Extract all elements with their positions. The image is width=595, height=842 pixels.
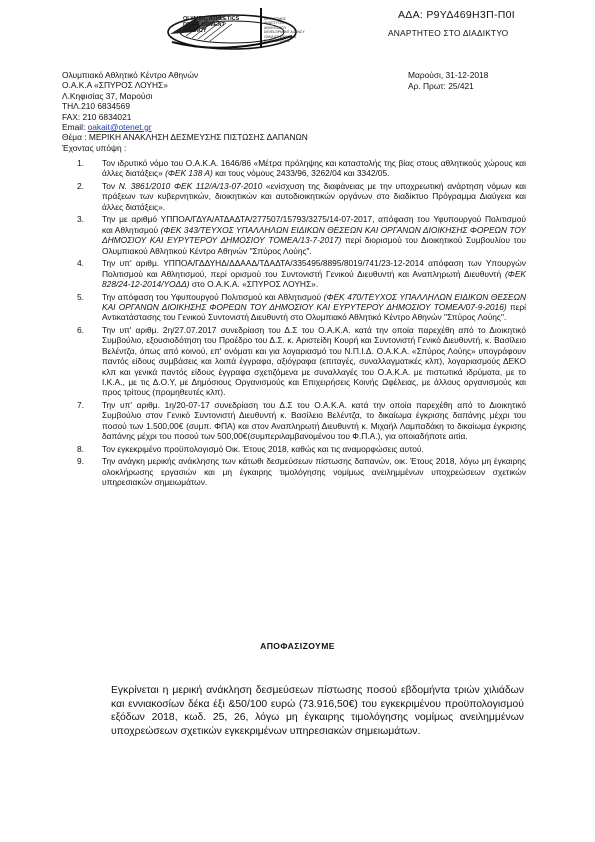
list-item-number: 3. [77, 214, 84, 225]
logo-small-line: OAKA ATHENS 2004 [264, 34, 296, 39]
ada-code: ΑΔΑ: Ρ9ΥΔ469Η3Π-Π0Ι [398, 9, 515, 21]
list-item-text: Τον ιδρυτικό νόμο του Ο.Α.Κ.Α. 1646/86 «Μέτρα πρόληψης και καταστολής της βίας στους αθλητικούς χώρους και άλλες διατάξεις» [102, 158, 526, 179]
list-item-text: (ΦΕΚ 470/ΤΕΥΧΟΣ ΥΠΑΛΛΗΛΩΝ ΕΙΔΙΚΩΝ ΘΕΣΕΩΝ ΚΑΙ ΟΡΓΑΝΩΝ ΔΙΟΙΚΗΣΗΣ ΦΟΡΕΩΝ ΤΟΥ ΔΗΜΟΣΙΟΥ ΚΑΙ ΕΥΡΥΤΕΡΟΥ ΔΗΜΟΣΙΟΥ ΤΟΜΕΑ/07-9-2016) [102, 291, 526, 313]
protocol-number: Αρ. Πρωτ: 25/421 [408, 81, 474, 91]
document-date: Μαρούσι, 31-12-2018 [408, 70, 489, 80]
list-item [62, 258, 526, 289]
logo-small-line: ΟΡΓΑΝΙΣΜΟΣ [264, 17, 286, 21]
list-item [62, 456, 526, 487]
decision-heading: ΑΠΟΦΑΣΙΖΟΥΜΕ [260, 641, 335, 651]
decision-text: Εγκρίνεται η μερική ανάκληση δεσμεύσεων πίστωσης ποσού εβδομήντα τριών χιλιάδων και εννιακοσίων δέκα έξι &50/100 ευρώ (73.916,50€) του εγκεκριμένου προϋπολογισμού εξόδων 2018, κωδ. 25, 26, λόγω μη έγκαιρης τιμολόγησης νομίμως ανειλημμένων υποχρεώσεων σχετικών εγκεκριμένων υπηρεσιακών σημειωμάτων. [111, 685, 524, 737]
list-item-text: Την υπ' αριθμ. 2η/27.07.2017 συνεδρίαση του Δ.Σ του Ο.Α.Κ.Α. κατά την οποία παρεχέθη από το Διοικητικό Συμβούλιο, εξουσιοδότηση του Προέδρο του Δ.Σ. κ. Αριστείδη Κουρή και Συντονιστή Γενικό Διευθυντή, κ. Βασίλειο Βελέντζα, όπως από κοινού, επ' ονόματι και για λογαριασμό του Ν.Π.Ι.Δ. Ο.Α.Κ.Α. «Σπύρος Λούης» υπογράφουν παντός είδους συμβάσεις και λοιπά έγγραφα, αξιόγραφα (επιταγές, συναλλαγματικές κλπ), λογαριασμούς ΔΕΚΟ κλπ και γενικά παντός είδους έγγραφα σχετιζόμενα με συναλλαγές του Ο.Α.Κ.Α. με πιστωτικά ιδρύματα, με το Ι.Κ.Α., με τις Δ.Ο.Υ, με Δημόσιους Οργανισμούς και Επιχειρήσεις Κοινής Ωφέλειας, με άλλους οργανισμούς και προς τρίτους (προμηθευτές κλπ). [102, 325, 526, 398]
logo-small-line: ΣΠΥΡΟΣ ΛΟΥΗΣ [264, 39, 291, 44]
list-item-text: «ενίσχυση της διαφάνειας με την υποχρεωτική ανάρτηση νόμων και πράξεων των κυβερνητικών, διοικητικών και αυτοδιοικητικών οργάνων στο διαδίκτυο Πρόγραμμα Διαύγεια και άλλες διατάξεις». [102, 181, 527, 212]
list-item-number: 6. [77, 325, 84, 336]
address: Λ.Κηφισίας 37, Μαρούσι [62, 90, 153, 101]
logo-small-line: ΑΘΛΗΤΙΣΜΟΥ [264, 25, 287, 30]
logo-small-line: DEVELOPMENT AGENCY [264, 30, 305, 35]
list-item-number: 8. [77, 443, 84, 454]
list-item-number: 2. [77, 181, 84, 191]
subject: Θέμα : ΜΕΡΙΚΗ ΑΝΑΚΛΗΣΗ ΔΕΣΜΕΥΣΗΣ ΠΙΣΤΩΣΗΣ ΔΑΠΑΝΩΝ [62, 132, 308, 143]
list-item-text: και τους νόμους 2433/96, 3262/04 και 3342/05. [212, 168, 390, 179]
logo-text [183, 16, 239, 35]
logo-small-line: ΑΝΑΠΤΥΞΗΣ [264, 21, 285, 26]
list-item [62, 400, 526, 442]
logo-small-text [264, 17, 305, 43]
list-item-text: περί Αντικατάστασης του Γενικού Συντονιστή Διευθυντή στο Ολυμπιακό Αθλητικό Κέντρο Αθηνών "Σπύρος Λούης". [102, 302, 526, 323]
list-item-number: 4. [77, 258, 84, 269]
list-item-text: Την με αριθμό ΥΠΠΟΑ/ΓΔΥΑ/ΑΤΔΑΔΤΑ/277507/15793/3275/14-07-2017, απόφαση του Υφυπουργού Πολιτισμού και Αθλητισμού [102, 214, 526, 235]
list-item [62, 292, 526, 323]
list-item-text: (ΦΕΚ 828/24-12-2014/ΥΟΔΔ) [102, 268, 526, 290]
list-item-text: Ν. 3861/2010 ΦΕΚ 112/Α/13-07-2010 [118, 181, 263, 191]
list-item-text: περί διορισμού του Διοικητικού Συμβουλίου του Ολυμπιακού Αθλητικού Κέντρο Αθηνών "Σπύρος Λούης". [102, 235, 526, 256]
phone: ΤΗΛ.210 6834569 [62, 101, 130, 112]
list-item-number: 1. [77, 158, 84, 168]
list-item [62, 181, 526, 212]
email-link[interactable]: oakait@otenet.gr [87, 121, 152, 132]
having-regard: Έχοντας υπόψη : [62, 142, 127, 153]
logo-line: AGENCY [183, 28, 207, 35]
org-short-name: Ο.Α.Κ.Α «ΣΠΥΡΟΣ ΛΟΥΗΣ» [62, 80, 168, 91]
logo-line: OLYMPIC ATHLETICS [183, 16, 240, 22]
list-item [62, 444, 526, 454]
email-line [62, 122, 362, 132]
posting-note: ΑΝΑΡΤΗΤΕΟ ΣΤΟ ΔΙΑΔΙΚΤΥΟ [388, 28, 509, 38]
sender-block [62, 70, 362, 153]
list-item-text: Την ανάγκη μερικής ανάκλησης των κάτωθι δεσμεύσεων πίστωσης δαπανών, οικ. Έτους 2018, λόγω μη έγκαιρης ολοκλήρωσης εργασιών και μη έγκαιρης τιμολόγησης νομίμως ανειλημμένων υποχρεώσεων σχετικών υπηρεσιακών σημειωμάτων. [102, 456, 526, 488]
list-item [62, 325, 526, 398]
list-item-text: (ΦΕΚ 343/ΤΕΥΧΟΣ ΥΠΑΛΛΗΛΩΝ ΕΙΔΙΚΩΝ ΘΕΣΕΩΝ ΚΑΙ ΟΡΓΑΝΩΝ ΔΙΟΙΚΗΣΗΣ ΦΟΡΕΩΝ ΤΟΥ ΔΗΜΟΣΙΟΥ ΚΑΙ ΕΥΡΥΤΕΡΟΥ ΔΗΜΟΣΙΟΥ ΤΟΜΕΑ/13-7-2017) [102, 224, 526, 246]
list-item-text: Την απόφαση του Υφυπουργού Πολιτισμού και Αθλητισμού [102, 291, 324, 302]
logo-line: DEVELOPMENT [183, 22, 225, 29]
list-item-number: 9. [77, 456, 84, 467]
list-item [62, 214, 526, 256]
email-label: Email: [62, 121, 88, 132]
list-item-text: Τον [102, 181, 119, 191]
fax: FAX: 210 6834021 [62, 111, 132, 122]
considerations-list [62, 158, 526, 490]
list-item-text: (ΦΕΚ 138 Α) [165, 168, 213, 179]
list-item-text: Την υπ' αριθμ. ΥΠΠΟΑ/ΓΔΔΥΗΔ/ΔΔΑΑΔ/ΤΔΑΔΤΑ/335495/8895/8019/741/23-12-2014 απόφαση των Υπουργών Πολιτισμού και Αθλητισμού, περί ορισμού του Συντονιστή Γενικού Διευθυντή και Αναπληρωτή Διευθυντή [102, 258, 526, 279]
list-item [62, 158, 526, 179]
list-item-text: Τον εγκεκριμένο προϋπολογισμό Οικ. Έτους 2018, καθώς και τις αναμορφώσεις αυτού. [102, 443, 424, 454]
list-item-number: 7. [77, 400, 84, 411]
list-item-text: στο Ο.Α.Κ.Α. «ΣΠΥΡΟΣ ΛΟΥΗΣ». [189, 279, 319, 290]
list-item-number: 5. [77, 291, 84, 302]
org-name: Ολυμπιακό Αθλητικό Κέντρο Αθηνών [62, 70, 199, 80]
list-item-text: Την υπ' αριθμ. 1η/20-07-17 συνεδρίαση του Δ.Σ του Ο.Α.Κ.Α. κατά την οποία παρεχέθη από το Διοικητικό Συμβούλιο στον Γενικό Συντονιστή Διευθυντή κ. Βασίλειο Βελέντζα, το δικαίωμα έγκρισης δαπάνης μέχρι του ποσού των 1.500,00€ (συμπ. ΦΠΑ) και στον Αναπληρωτή Διευθυντή κ. Μιχαήλ Λαμπαδάκη το δικαίωμα έγκρισης δαπάνης μέχρι του ποσού των 500,00€(συμπεριλαμβανομένου του Φ.Π.Α.), για οποιαδήποτε αιτία. [102, 400, 526, 442]
